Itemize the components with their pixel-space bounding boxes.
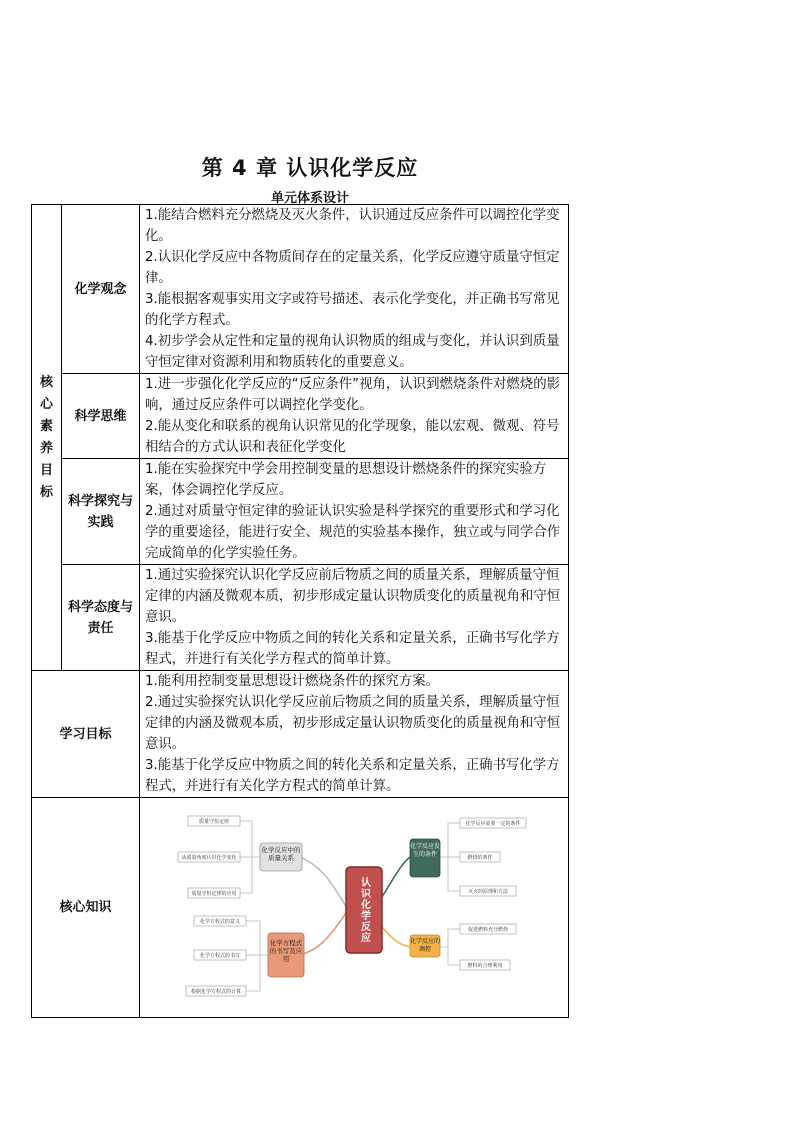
equation-leaf: 化学方程式的意义 — [199, 918, 241, 925]
core-row-thinking — [32, 374, 569, 459]
row-label: 科学思维 — [62, 374, 140, 459]
row-content — [140, 459, 569, 565]
content-line: 3.能根据客观事实用文字或符号描述、表示化学变化，并正确书写常见的化学方程式。 — [145, 292, 560, 328]
equation-leaf: 化学方程式的书写 — [199, 952, 241, 959]
core-row-concept — [32, 205, 569, 374]
document-title: 第 4 章 认识化学反应 — [201, 156, 419, 180]
content-line: 1.能结合燃料充分燃烧及灭火条件，认识通过反应条件可以调控化学变化。 — [145, 208, 560, 244]
unit-design-table — [31, 204, 569, 1018]
content-line: 3.能基于化学反应中物质之间的转化关系和定量关系，正确书写化学方程式，并进行有关化学方程式的简单计算。 — [145, 758, 560, 794]
branch-combustion-label: 化学反应发生的条件 — [410, 842, 440, 857]
core-label-char: 心 — [39, 396, 53, 412]
combustion-leaf: 燃烧的条件 — [467, 854, 493, 861]
mass-leaf: 质量守恒定律的应用 — [191, 890, 237, 897]
control-leaf: 促进燃料充分燃烧 — [467, 926, 509, 933]
core-label-char: 目 — [39, 462, 53, 478]
combustion-leaf: 化学反应需要一定的条件 — [465, 820, 521, 827]
content-line: 3.能基于化学反应中物质之间的转化关系和定量关系，正确书写化学方程式，并进行有关化学方程式的简单计算。 — [145, 631, 560, 667]
learning-goals-content — [140, 671, 569, 798]
content-line: 1.能在实验探究中学会用控制变量的思想设计燃烧条件的探究实验方案，体会调控化学反应。 — [145, 462, 547, 498]
mass-leaf: 从质量角度认识化学变化 — [181, 854, 237, 861]
content-line: 2.通过对质量守恒定律的验证认识实验是科学探究的重要形式和学习化学的重要途径，能进行安全、规范的实验基本操作，独立或与同学合作完成简单的化学实验任务。 — [145, 504, 561, 561]
document-subtitle: 单元体系设计 — [270, 191, 349, 206]
core-label-char: 标 — [39, 484, 53, 500]
core-label-char: 素 — [39, 418, 53, 434]
row-label-text: 科学探究与实践 — [67, 493, 133, 530]
row-content — [140, 565, 569, 671]
learning-goals-row — [32, 671, 569, 798]
core-knowledge-label: 核心知识 — [32, 798, 140, 1018]
core-label-char: 养 — [39, 440, 53, 456]
row-label: 化学观念 — [62, 205, 140, 374]
mind-map — [148, 805, 560, 1011]
mind-map-cell — [140, 798, 569, 1018]
mass-leaf: 质量守恒定律 — [198, 818, 230, 825]
row-content — [140, 205, 569, 374]
row-content — [140, 374, 569, 459]
core-label-char: 核 — [39, 374, 53, 390]
core-row-attitude — [32, 565, 569, 671]
center-label: 认识化学反应 — [358, 876, 370, 943]
row-label — [62, 459, 140, 565]
core-literacy-label — [32, 205, 62, 671]
content-line: 1.能利用控制变量思想设计燃烧条件的探究方案。 — [145, 674, 439, 689]
row-label: 科学态度与责任 — [62, 565, 140, 671]
branch-equation-label: 化学方程式的书写及应用 — [269, 938, 303, 963]
combustion-leaf: 灭火的原理和方法 — [467, 888, 509, 895]
content-line: 1.进一步强化化学反应的“反应条件”视角，认识到燃烧条件对燃烧的影响，通过反应条件可以调控化学变化。 — [145, 377, 560, 413]
branch-mass-label: 化学反应中的质量关系 — [261, 845, 301, 862]
content-line: 4.初步学会从定性和定量的视角认识物质的组成与变化，并认识到质量守恒定律对资源利用和物质转化的重要意义。 — [145, 334, 560, 370]
core-knowledge-row — [32, 798, 569, 1018]
content-line: 2.能从变化和联系的视角认识常见的化学现象，能以宏观、微观、符号相结合的方式认识和表征化学变化 — [145, 419, 560, 455]
core-row-inquiry — [32, 459, 569, 565]
control-leaf: 燃料的合理利用 — [467, 962, 503, 969]
content-line: 2.通过实验探究认识化学反应前后物质之间的质量关系，理解质量守恒定律的内涵及微观本质，初步形成定量认识物质变化的质量视角和守恒意识。 — [145, 695, 561, 752]
learning-goals-label: 学习目标 — [32, 671, 140, 798]
content-line: 1.通过实验探究认识化学反应前后物质之间的质量关系，理解质量守恒定律的内涵及微观本质，初步形成定量认识物质变化的质量视角和守恒意识。 — [145, 568, 561, 625]
content-line: 2.认识化学反应中各物质间存在的定量关系，化学反应遵守质量守恒定律。 — [145, 250, 560, 286]
branch-control-label: 化学反应的调控 — [410, 937, 440, 952]
equation-leaf: 根据化学方程式的计算 — [190, 988, 242, 995]
